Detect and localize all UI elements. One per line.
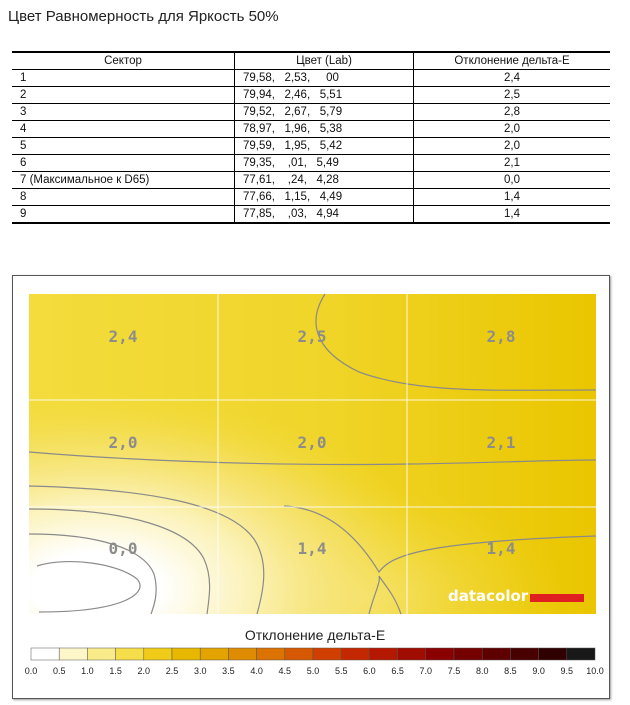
- sector-label-9: 1,4: [486, 539, 516, 558]
- color-scale: [24, 648, 609, 678]
- scale-swatch: [341, 648, 369, 660]
- cell-lab: 77,61, ,24, 4,28: [235, 172, 414, 189]
- table-row: [12, 104, 610, 121]
- cell-sector: 1: [12, 70, 235, 87]
- scale-tick-label: 0.0: [24, 666, 38, 676]
- scale-swatch: [285, 648, 313, 660]
- scale-swatch: [510, 648, 538, 660]
- scale-swatch: [313, 648, 341, 660]
- sector-label-2: 2,5: [297, 327, 327, 346]
- scale-swatch: [87, 648, 115, 660]
- cell-lab: 77,85, ,03, 4,94: [235, 206, 414, 224]
- sector-label-4: 2,0: [108, 433, 138, 452]
- scale-tick-label: 6.5: [391, 666, 404, 676]
- scale-tick-label: 0.5: [52, 666, 66, 676]
- scale-tick-label: 9.0: [532, 666, 545, 676]
- table-row: [12, 87, 610, 104]
- table-row: [12, 121, 610, 138]
- scale-tick-label: 5.0: [306, 666, 320, 676]
- cell-delta-e: 2,0: [414, 121, 611, 138]
- scale-swatch: [172, 648, 200, 660]
- cell-sector: 8: [12, 189, 235, 206]
- scale-tick-label: 3.5: [222, 666, 235, 676]
- sector-label-8: 1,4: [297, 539, 327, 558]
- scale-swatch: [426, 648, 454, 660]
- scale-tick-label: 2.5: [165, 666, 179, 676]
- table-row: [12, 172, 610, 189]
- scale-tick-label: 8.5: [504, 666, 517, 676]
- scale-swatch: [31, 648, 59, 660]
- table-row: [12, 138, 610, 155]
- scale-swatch: [59, 648, 87, 660]
- scale-tick-label: 9.5: [560, 666, 574, 676]
- scale-swatch: [398, 648, 426, 660]
- cell-delta-e: 2,1: [414, 155, 611, 172]
- table-header-row: [12, 52, 610, 70]
- cell-sector: 6: [12, 155, 235, 172]
- scale-swatch: [228, 648, 256, 660]
- legend-title: Отклонение дельта-E: [244, 627, 386, 643]
- sector-label-7: 0,0: [108, 539, 138, 558]
- scale-swatch: [567, 648, 595, 660]
- cell-sector: 9: [12, 206, 235, 224]
- sector-label-6: 2,1: [486, 433, 516, 452]
- scale-swatch: [482, 648, 510, 660]
- header-delta-e: Отклонение дельта-E: [414, 52, 611, 70]
- table-row: [12, 189, 610, 206]
- cell-sector: 5: [12, 138, 235, 155]
- table-row: [12, 206, 610, 224]
- page-title: Цвет Равномерность для Яркость 50%: [8, 8, 279, 25]
- cell-sector: 4: [12, 121, 235, 138]
- cell-sector: 3: [12, 104, 235, 121]
- scale-swatch: [200, 648, 228, 660]
- header-lab: Цвет (Lab): [235, 52, 414, 70]
- scale-tick-label: 7.0: [419, 666, 433, 676]
- cell-delta-e: 0,0: [414, 172, 611, 189]
- cell-lab: 79,59, 1,95, 5,42: [235, 138, 414, 155]
- scale-swatch: [116, 648, 144, 660]
- cell-lab: 77,66, 1,15, 4,49: [235, 189, 414, 206]
- scale-tick-label: 4.5: [278, 666, 292, 676]
- cell-lab: 79,94, 2,46, 5,51: [235, 87, 414, 104]
- uniformity-heatmap: [29, 294, 596, 614]
- sector-label-5: 2,0: [297, 433, 327, 452]
- scale-swatch: [257, 648, 285, 660]
- logo-text: datacolor: [448, 587, 529, 605]
- cell-sector: 7 (Максимальное к D65): [12, 172, 235, 189]
- scale-tick-label: 7.5: [447, 666, 461, 676]
- scale-tick-label: 10.0: [586, 666, 604, 676]
- cell-delta-e: 2,0: [414, 138, 611, 155]
- cell-lab: 78,97, 1,96, 5,38: [235, 121, 414, 138]
- scale-tick-label: 1.0: [81, 666, 94, 676]
- scale-tick-label: 1.5: [109, 666, 122, 676]
- logo-bar: [530, 594, 584, 602]
- cell-lab: 79,52, 2,67, 5,79: [235, 104, 414, 121]
- cell-lab: 79,35, ,01, 5,49: [235, 155, 414, 172]
- uniformity-table: [12, 51, 610, 224]
- cell-lab: 79,58, 2,53, 00: [235, 70, 414, 87]
- header-sector: Сектор: [12, 52, 235, 70]
- scale-tick-label: 8.0: [475, 666, 489, 676]
- cell-delta-e: 2,8: [414, 104, 611, 121]
- scale-tick-label: 2.0: [137, 666, 151, 676]
- scale-tick-label: 5.5: [334, 666, 348, 676]
- table-row: [12, 155, 610, 172]
- table-row: [12, 70, 610, 87]
- cell-delta-e: 1,4: [414, 206, 611, 224]
- scale-swatch: [369, 648, 397, 660]
- scale-swatch: [454, 648, 482, 660]
- scale-swatch: [144, 648, 172, 660]
- cell-delta-e: 2,5: [414, 87, 611, 104]
- sector-label-1: 2,4: [108, 327, 138, 346]
- cell-delta-e: 1,4: [414, 189, 611, 206]
- cell-sector: 2: [12, 87, 235, 104]
- cell-delta-e: 2,4: [414, 70, 611, 87]
- scale-tick-label: 3.0: [193, 666, 207, 676]
- scale-swatch: [539, 648, 567, 660]
- sector-label-3: 2,8: [486, 327, 516, 346]
- scale-tick-label: 4.0: [250, 666, 263, 676]
- scale-tick-label: 6.0: [363, 666, 376, 676]
